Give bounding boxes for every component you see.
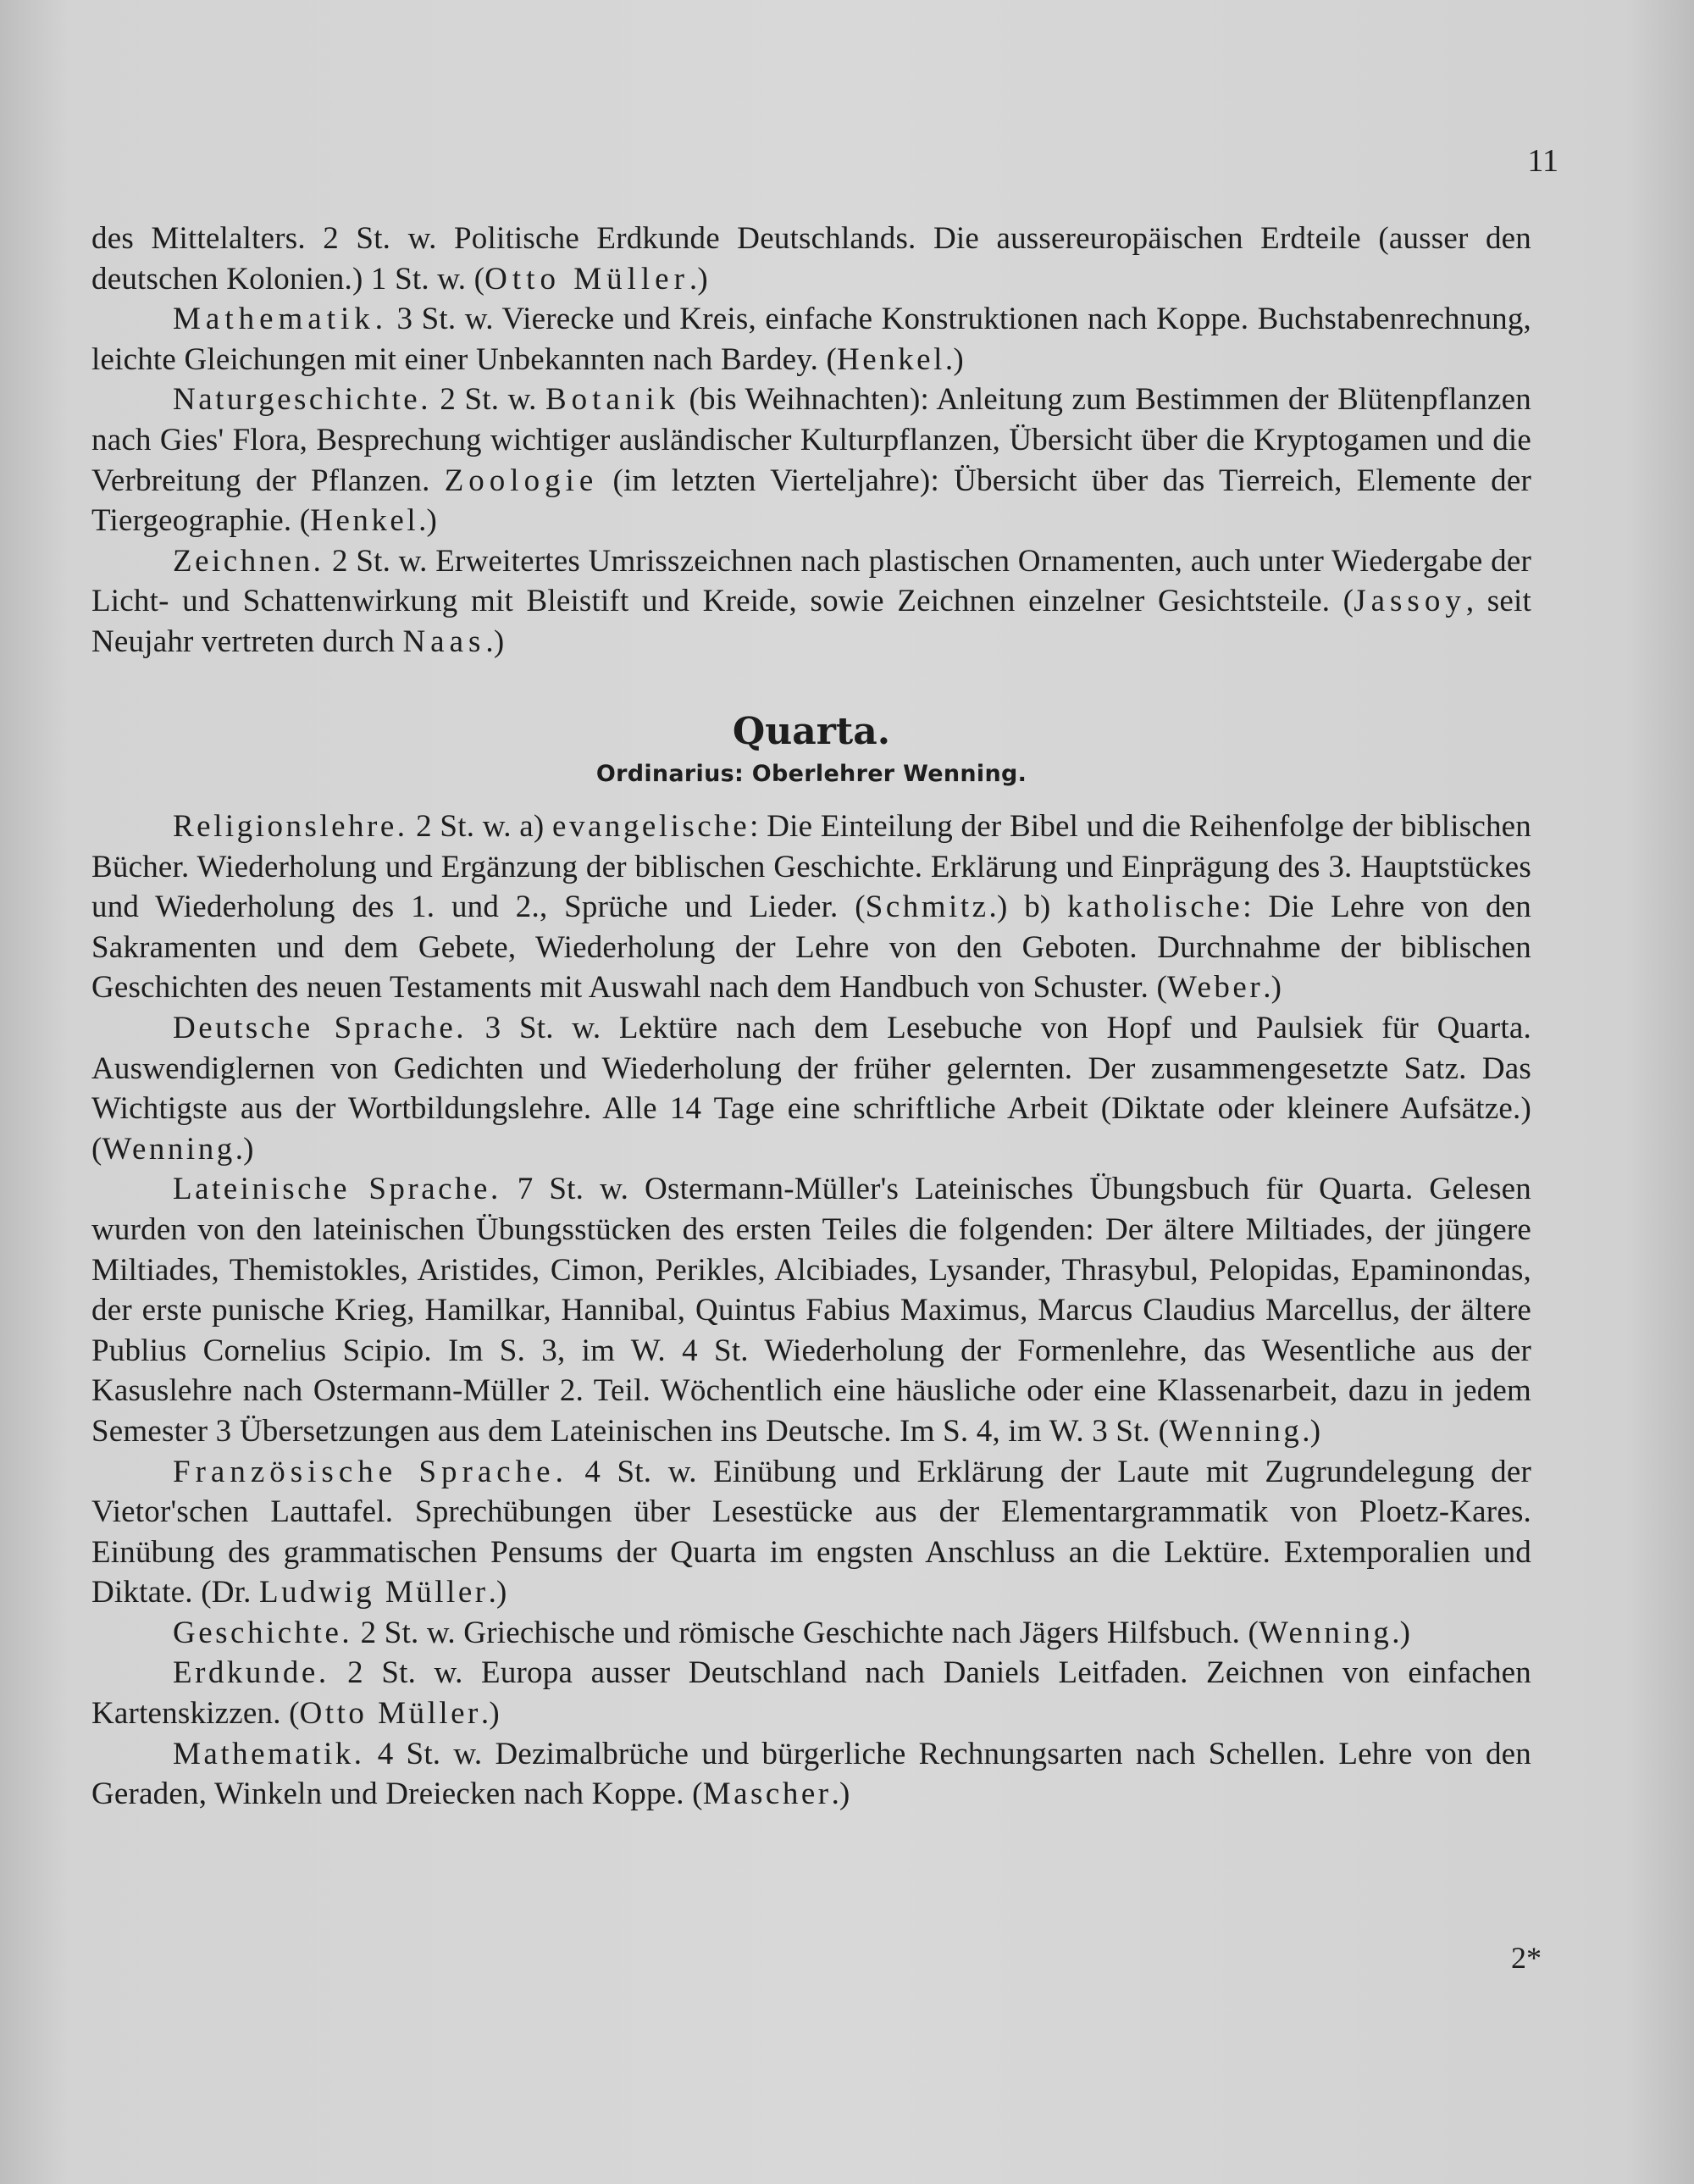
spaced-term: Erdkunde. — [173, 1655, 329, 1691]
spaced-term: Schmitz — [865, 890, 989, 925]
spaced-term: Botanik — [545, 382, 681, 418]
spaced-term: Deutsche Sprache. — [173, 1010, 468, 1045]
paragraph-text: : Die Einteilung der Bibel und die Reihenfolge der biblischen Bücher. Wiederholung und Ergänzung der biblischen Geschichte. Erklärung und Einprägung des 3. Hauptstückes und Wiederholung des 1. und 2., Sprüche und Lieder. ( — [91, 809, 1531, 925]
spaced-term: Französische Sprache. — [173, 1454, 568, 1489]
paragraph-text: .) — [689, 261, 708, 297]
spaced-term: Mathematik. — [173, 1736, 365, 1771]
paragraph — [91, 1734, 1531, 1815]
paragraph-text: 3 St. w. Lektüre nach dem Lesebuche von Hopf und Paulsiek für Quarta. Auswendiglernen von Gedichten und Wiederholung der früher gelernten. Der zusammengesetzte Satz. Das Wichtigste aus der Wortbildungslehre. Alle 14 Tage eine schriftliche Arbeit (Diktate oder kleinere Aufsätze.) ( — [91, 1010, 1531, 1167]
paragraph-list — [91, 219, 1531, 662]
paragraph — [91, 219, 1531, 299]
paragraph-text: , seit Neujahr vertreten durch — [91, 584, 1531, 659]
spaced-term: evangelische — [552, 809, 750, 844]
spaced-term: Lateinische Sprache. — [173, 1172, 501, 1207]
spaced-term: Jassoy — [1354, 584, 1466, 619]
spaced-term: Weber — [1167, 970, 1264, 1006]
paragraph — [91, 1452, 1531, 1613]
spaced-term: Geschichte. — [173, 1615, 353, 1650]
spaced-term: Otto Müller — [484, 261, 689, 297]
paragraph-text: 4 St. w. Dezimalbrüche und bürgerliche Rechnungsarten nach Schellen. Lehre von den Geraden, Winkeln und Dreiecken nach Koppe. ( — [91, 1736, 1531, 1812]
paragraph-text: 2 St. w. Europa ausser Deutschland nach Daniels Leitfaden. Zeichnen von einfachen Kartenskizzen. ( — [91, 1655, 1531, 1732]
paragraph — [91, 299, 1531, 380]
spaced-term: Naturgeschichte. — [173, 382, 431, 418]
paragraph-text: 7 St. w. Ostermann-Müller's Lateinisches Übungsbuch für Quarta. Gelesen wurden von den lateinischen Übungsstücken des ersten Teiles die folgenden: Der ältere Miltiades, der jüngere Miltiades, Themistokles, Aristides, Cimon, Perikles, Alcibiades, Lysander, Thrasybul, Pelopidas, Epaminondas, der erste punische Krieg, Hamilkar, Hannibal, Quintus Fabius Maximus, Marcus Claudius Marcellus, der ältere Publius Cornelius Scipio. Im S. 3, im W. 4 St. Wiederholung der Formenlehre, das Wesentliche aus der Kasuslehre nach Ostermann-Müller 2. Teil. Wöchentlich eine häusliche oder eine Klassenarbeit, dazu in jedem Semester 3 Übersetzungen aus dem Lateinischen ins Deutsche. Im S. 4, im W. 3 St. ( — [91, 1172, 1531, 1449]
paragraph-text: .) — [235, 1131, 254, 1167]
spaced-term: Religionslehre. — [173, 809, 408, 844]
paragraph-text: .) — [485, 624, 505, 659]
paragraph-text: .) — [831, 1777, 850, 1812]
paragraph-text: .) — [488, 1575, 507, 1610]
signature-mark: 2* — [1511, 1941, 1542, 1975]
continued-section — [91, 219, 1531, 662]
paragraph-text: 2 St. w. — [430, 382, 545, 418]
paragraph-text: .) — [1392, 1615, 1411, 1650]
section-title: Quarta. — [732, 710, 891, 753]
spaced-term: Wenning — [102, 1131, 235, 1167]
spaced-term: Otto Müller — [299, 1696, 481, 1732]
spaced-term: Ludwig Müller — [259, 1575, 489, 1610]
paragraph-text: .) b) — [988, 890, 1068, 925]
paragraph-text: : Die Lehre von den Sakramenten und dem Gebete, Wiederholung der Lehre von den Geboten. Durchnahme der biblischen Geschichten des neuen Testaments mit Auswahl nach dem Handbuch von Schuster. ( — [91, 890, 1531, 1006]
paragraph-text: 3 St. w. Vierecke und Kreis, einfache Konstruktionen nach Koppe. Buchstabenrechnung, leichte Gleichungen mit einer Unbekannten nach Bardey. ( — [91, 302, 1531, 377]
paragraph-text: .) — [480, 1696, 500, 1732]
spaced-term: Mathematik. — [173, 302, 389, 337]
spaced-term: Mascher — [702, 1777, 832, 1812]
paragraph — [91, 1169, 1531, 1451]
paragraph-list — [91, 807, 1531, 1815]
paragraph-text: 2 St. w. Erweitertes Umrisszeichnen nach plastischen Ornamenten, auch unter Wiedergabe der Licht- und Schattenwirkung mit Bleistift und Kreide, sowie Zeichnen einzelner Gesichtsteile. ( — [91, 543, 1531, 619]
paragraph — [91, 807, 1531, 1008]
paragraph-text: (bis Weihnachten): Anleitung zum Bestimmen der Blütenpflanzen nach Gies' Flora, Besprechung wichtiger ausländischer Kulturpflanzen, Übersicht über die Kryptogamen und die Verbreitung der Pflanzen. — [91, 382, 1531, 498]
paragraph — [91, 1653, 1531, 1733]
paragraph — [91, 1008, 1531, 1169]
paragraph-text: .) — [944, 341, 964, 377]
paragraph-text: (im letzten Vierteljahre): Übersicht über das Tierreich, Elemente der Tiergeographie. ( — [91, 463, 1531, 539]
paragraph-text: .) — [1263, 970, 1282, 1006]
quarta-section — [91, 686, 1531, 1815]
spaced-term: Zeichnen. — [173, 543, 324, 579]
section-subtitle: Ordinarius: Oberlehrer Wenning. — [595, 761, 1027, 787]
paragraph-text: 2 St. w. Griechische und römische Geschichte nach Jägers Hilfsbuch. ( — [352, 1615, 1259, 1650]
paragraph-text: .) — [1302, 1413, 1321, 1449]
spaced-term: Wenning — [1259, 1615, 1392, 1650]
spaced-term: Henkel — [310, 503, 419, 539]
page-number: 11 — [1527, 143, 1558, 179]
spaced-term: Naas — [402, 624, 486, 659]
spaced-term: Wenning — [1169, 1413, 1303, 1449]
paragraph-text: 2 St. w. a) — [407, 809, 553, 844]
paragraph — [91, 541, 1531, 662]
paragraph — [91, 380, 1531, 540]
spaced-term: katholische — [1067, 890, 1243, 925]
spaced-term: Henkel — [837, 341, 945, 377]
paragraph — [91, 1613, 1531, 1654]
paragraph-text: .) — [418, 503, 438, 539]
paragraph-text: des Mittelalters. 2 St. w. Politische Erdkunde Deutschlands. Die aussereuropäischen Erdteile (ausser den deutschen Kolonien.) 1 St. w. ( — [91, 221, 1531, 297]
paragraph-text: 4 St. w. Einübung und Erklärung der Laute mit Zugrundelegung der Vietor'schen Lauttafel. Sprechübungen über Lesestücke aus der Elementargrammatik von Ploetz-Kares. Einübung des grammatischen Pensums der Quarta im engsten Anschluss an die Lektüre. Extemporalien und Diktate. (Dr. — [91, 1454, 1531, 1610]
spaced-term: Zoologie — [444, 463, 599, 498]
